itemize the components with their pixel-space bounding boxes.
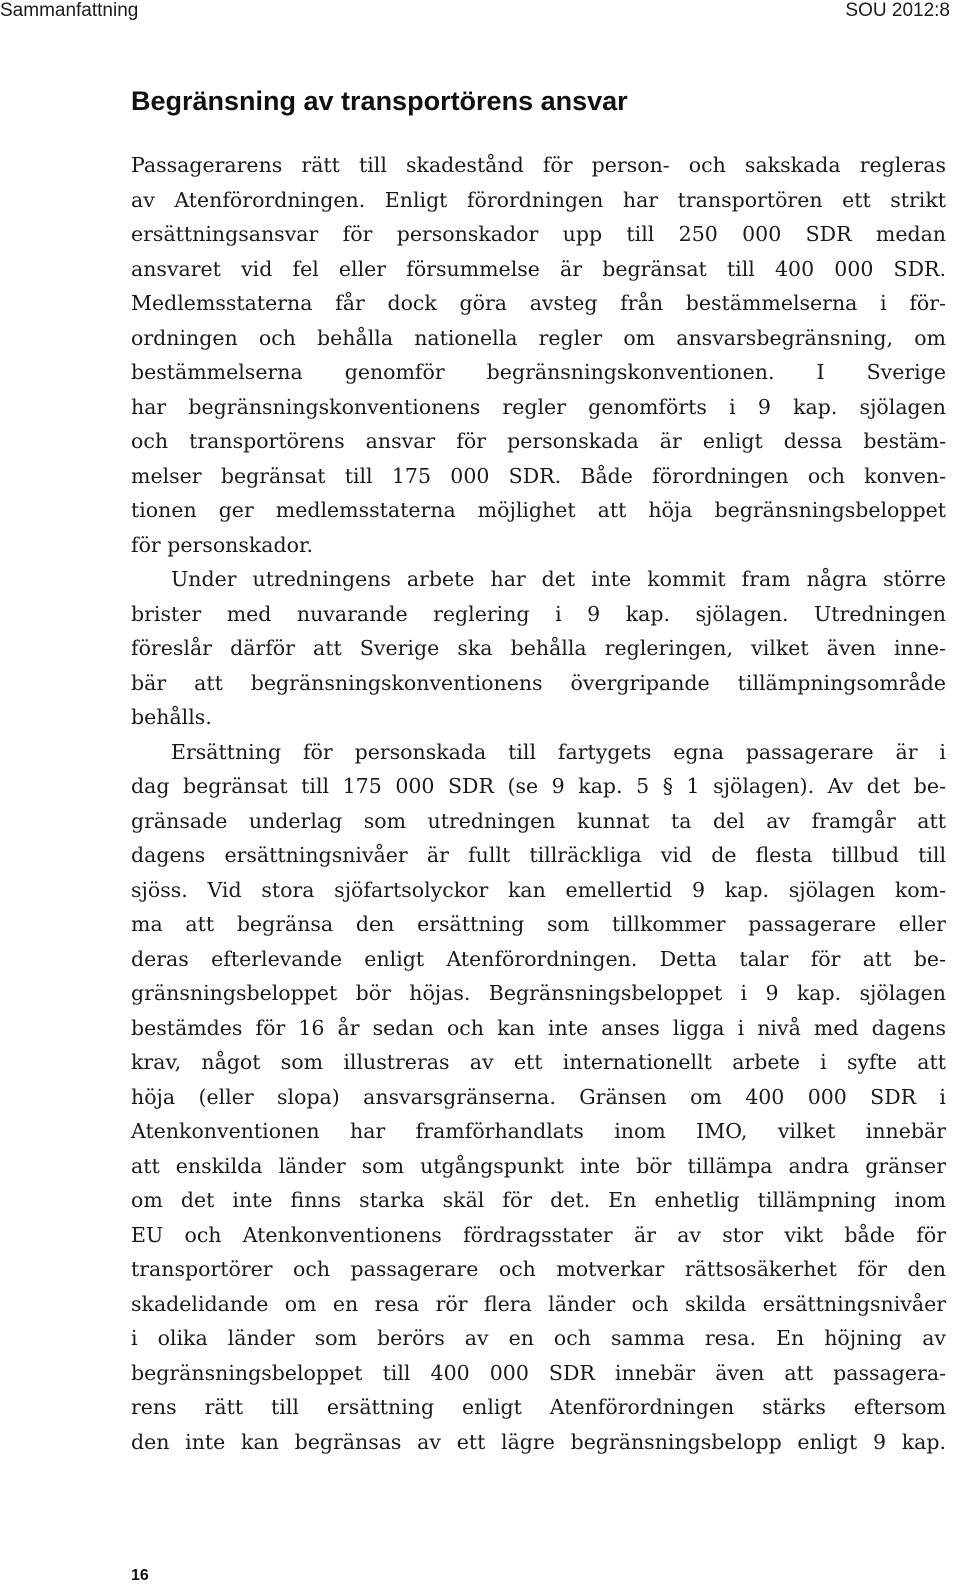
text-line: Passagerarens rätt till skadestånd för person- och sakskada regleras xyxy=(131,153,946,177)
text-line: Ersättning för personskada till fartygets egna passagerare är i xyxy=(171,739,946,764)
text-line: sjöss. Vid stora sjöfartsolyckor kan emellertid 9 kap. sjölagen kom- xyxy=(131,877,946,902)
text-line: ordningen och behålla nationella regler om ansvarsbegränsning, om xyxy=(131,325,946,350)
text-line: att enskilda länder som utgångspunkt inte bör tillämpa andra gränser xyxy=(131,1153,946,1178)
text-line: ersättningsansvar för personskador upp till 250 000 SDR medan xyxy=(131,222,946,246)
text-line: brister med nuvarande reglering i 9 kap. sjölagen. Utredningen xyxy=(131,601,946,626)
text-line: Medlemsstaterna får dock göra avsteg från bestämmelserna i för- xyxy=(131,291,946,315)
text-line: transportörer och passagerare och motverkar rättsosäkerhet för den xyxy=(131,1257,946,1281)
running-header xyxy=(0,0,960,22)
section-title: Begränsning av transportörens ansvar xyxy=(131,86,628,116)
text-line: gränsningsbeloppet bör höjas. Begränsningsbeloppet i 9 kap. sjölagen xyxy=(131,981,946,1005)
header-report-id: SOU 2012:8 xyxy=(845,0,950,21)
page-number: 16 xyxy=(131,1567,149,1584)
text-line: i olika länder som berörs av en och samma resa. En höjning av xyxy=(131,1326,946,1350)
text-line: tionen ger medlemsstaterna möjlighet att höja begränsningsbeloppet xyxy=(131,498,946,522)
text-line: den inte kan begränsas av ett lägre begränsningsbelopp enligt 9 kap. xyxy=(131,1429,946,1454)
text-line: melser begränsat till 175 000 SDR. Både förordningen och konven- xyxy=(131,463,946,488)
text-line: dagens ersättningsnivåer är fullt tillräckliga vid de flesta tillbud till xyxy=(131,843,946,867)
text-line: föreslår därför att Sverige ska behålla regleringen, vilket även inne- xyxy=(131,636,946,660)
text-line: begränsningsbeloppet till 400 000 SDR innebär även att passagera- xyxy=(131,1360,946,1385)
body-text xyxy=(131,148,946,1459)
text-line: EU och Atenkonventionens fördragsstater är av stor vikt både för xyxy=(131,1222,946,1247)
text-line: rens rätt till ersättning enligt Atenförordningen stärks eftersom xyxy=(131,1395,946,1419)
header-section-name: Sammanfattning xyxy=(0,0,139,21)
text-line: för personskador. xyxy=(131,532,314,557)
text-line: och transportörens ansvar för personskada är enligt dessa bestäm- xyxy=(131,429,946,453)
text-line: Under utredningens arbete har det inte kommit fram några större xyxy=(171,567,946,591)
text-line: av Atenförordningen. Enligt förordningen har transportören ett strikt xyxy=(131,187,946,212)
text-line: krav, något som illustreras av ett internationellt arbete i syfte att xyxy=(131,1050,946,1074)
text-line: höja (eller slopa) ansvarsgränserna. Gränsen om 400 000 SDR i xyxy=(131,1084,946,1109)
text-line: deras efterlevande enligt Atenförordningen. Detta talar för att be- xyxy=(131,946,946,971)
text-line: om det inte finns starka skäl för det. En enhetlig tillämpning inom xyxy=(131,1188,946,1212)
text-line: Atenkonventionen har framförhandlats inom IMO, vilket innebär xyxy=(131,1119,946,1143)
text-line: bestämdes för 16 år sedan och kan inte anses ligga i nivå med dagens xyxy=(131,1015,946,1040)
text-line: har begränsningskonventionens regler genomförts i 9 kap. sjölagen xyxy=(131,394,946,419)
text-line: ma att begränsa den ersättning som tillkommer passagerare eller xyxy=(131,912,946,936)
text-line: gränsade underlag som utredningen kunnat ta del av framgår att xyxy=(131,808,946,833)
text-line: skadelidande om en resa rör flera länder och skilda ersättningsnivåer xyxy=(131,1291,946,1316)
text-line: behålls. xyxy=(131,705,212,729)
text-line: ansvaret vid fel eller försummelse är begränsat till 400 000 SDR. xyxy=(131,256,946,281)
text-line: bär att begränsningskonventionens övergripande tillämpningsområde xyxy=(131,670,946,695)
text-line: dag begränsat till 175 000 SDR (se 9 kap. 5 § 1 sjölagen). Av det be- xyxy=(131,774,946,798)
text-line: bestämmelserna genomför begränsningskonventionen. I Sverige xyxy=(131,360,946,384)
